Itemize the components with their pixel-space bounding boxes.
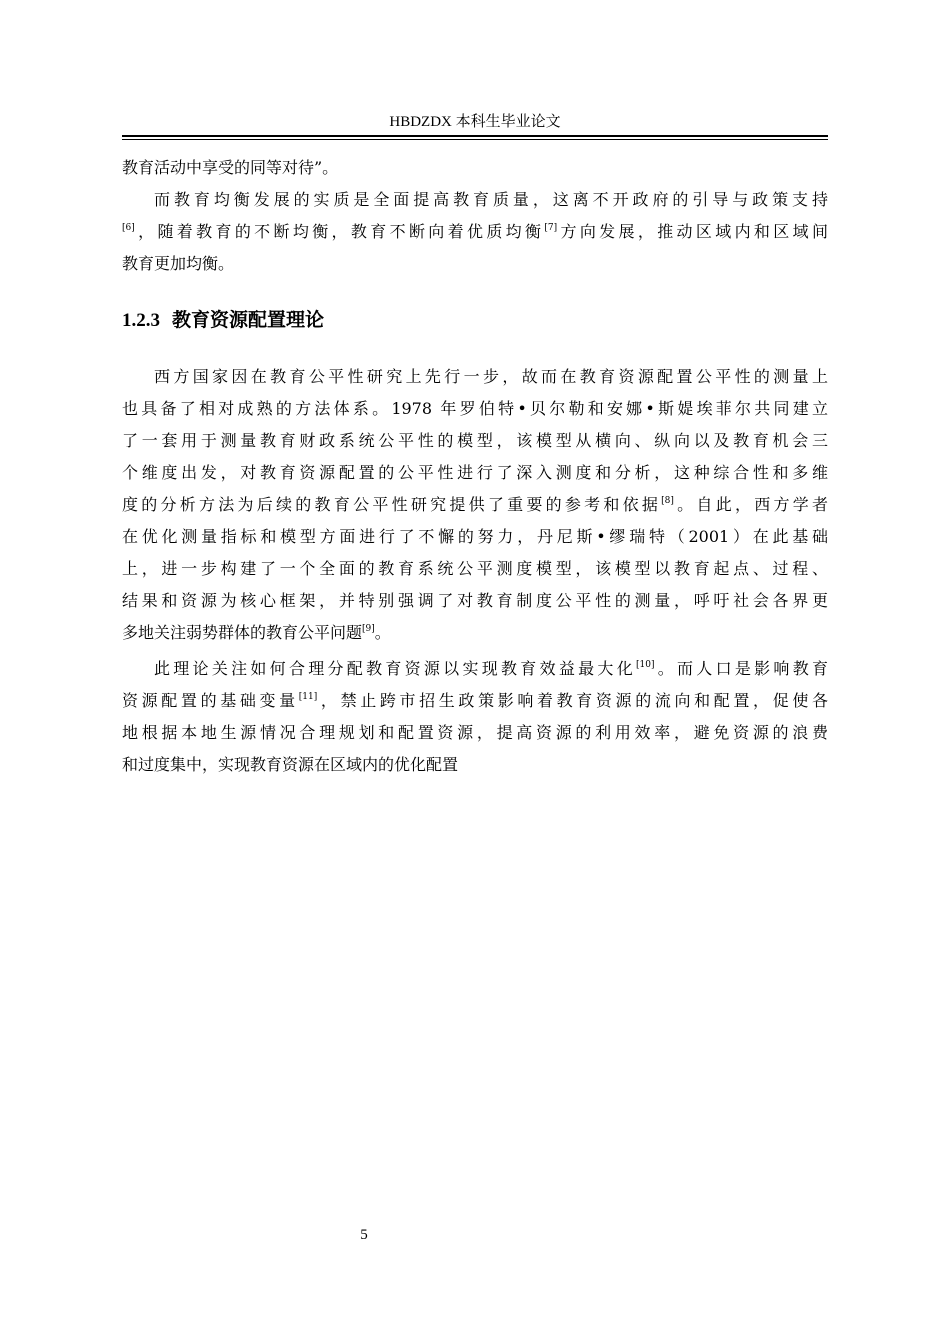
text-line: [6]，随着教育的不断均衡，教育不断向着优质均衡[7]方向发展，推动区域内和区域间 <box>122 222 828 241</box>
paragraph-western-research <box>122 361 828 649</box>
paragraph-balanced-development <box>122 152 828 280</box>
citation-ref: [7] <box>544 223 558 233</box>
paragraph-resource-allocation-theory <box>122 653 828 781</box>
citation-ref: [9] <box>362 624 375 634</box>
text-line: 教育活动中享受的同等对待”。 <box>122 158 339 177</box>
text-line: 度的分析方法为后续的教育公平性研究提供了重要的参考和依据[8]。自此，西方学者 <box>122 495 828 514</box>
text-line: 了一套用于测量教育财政系统公平性的模型，该模型从横向、纵向以及教育机会三 <box>122 431 828 450</box>
section-title: 教育资源配置理论 <box>172 309 325 331</box>
text-line: 资源配置的基础变量[11]，禁止跨市招生政策影响着教育资源的流向和配置，促使各 <box>122 691 828 710</box>
text-line: 结果和资源为核心框架，并特别强调了对教育制度公平性的测量，呼吁社会各界更 <box>122 591 828 610</box>
text-line: 个维度出发，对教育资源配置的公平性进行了深入测度和分析，这种综合性和多维 <box>122 463 828 482</box>
citation-ref: [6] <box>122 223 135 233</box>
citation-ref: [8] <box>661 496 674 506</box>
text-line: 而教育均衡发展的实质是全面提高教育质量，这离不开政府的引导与政策支持 <box>154 190 828 209</box>
text-line: 上，进一步构建了一个全面的教育系统公平测度模型，该模型以教育起点、过程、 <box>122 559 828 578</box>
text-line: 此理论关注如何合理分配教育资源以实现教育效益最大化[10]。而人口是影响教育 <box>154 659 828 678</box>
header-rule-thick <box>122 135 828 137</box>
text-line: 西方国家因在教育公平性研究上先行一步，故而在教育资源配置公平性的测量上 <box>154 367 828 386</box>
section-heading <box>122 304 324 337</box>
text-line: 教育更加均衡。 <box>122 254 235 273</box>
text-line: 也具备了相对成熟的方法体系。1978 年罗伯特•贝尔勒和安娜•斯媞埃菲尔共同建立 <box>122 399 828 418</box>
running-header-title: HBDZDX 本科生毕业论文 <box>389 114 561 130</box>
section-number: 1.2.3 <box>122 310 160 331</box>
header-rule-thin <box>122 139 828 140</box>
text-line: 在优化测量指标和模型方面进行了不懈的努力，丹尼斯•缪瑞特（2001）在此基础 <box>122 527 828 546</box>
text-line: 和过度集中，实现教育资源在区域内的优化配置 <box>122 755 459 774</box>
page-number: 5 <box>360 1227 368 1243</box>
text-line: 地根据本地生源情况合理规划和配置资源，提高资源的利用效率，避免资源的浪费 <box>122 723 828 742</box>
citation-ref: [10] <box>635 660 655 670</box>
citation-ref: [11] <box>298 692 318 702</box>
text-line: 多地关注弱势群体的教育公平问题[9]。 <box>122 623 391 642</box>
